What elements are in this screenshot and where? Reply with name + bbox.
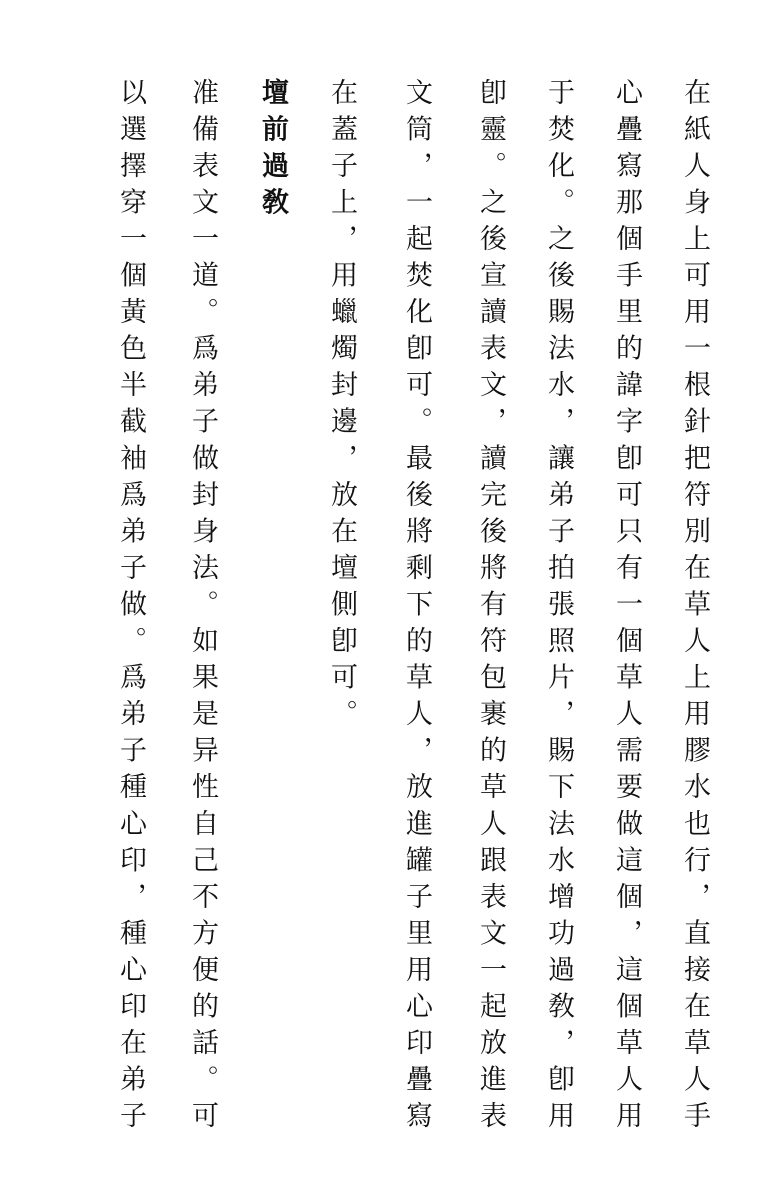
text-column-6: 在蓋子上，用蠟燭封邊，放在壇側卽可。 <box>326 78 357 736</box>
text-column-5: 文筒，一起焚化卽可。最後將剩下的草人，放進罐子里用心印疊寫 <box>401 78 432 1138</box>
section-heading: 壇前過敎 <box>257 78 288 225</box>
text-column-1: 在紙人身上可用一根針把符別在草人上用膠水也行，直接在草人手 <box>679 78 710 1138</box>
text-column-3: 于焚化。之後賜法水，讓弟子拍張照片，賜下法水增功過敎，卽用 <box>543 78 574 1138</box>
text-column-2: 心疊寫那個手里的諱字卽可只有一個草人需要做這個，這個草人用 <box>611 78 642 1138</box>
text-column-4: 卽靈。之後宣讀表文，讀完後將有符包裹的草人跟表文一起放進表 <box>475 78 506 1138</box>
text-column-8: 准備表文一道。爲弟子做封身法。如果是异性自己不方便的話。可 <box>187 78 218 1138</box>
text-column-9: 以選擇穿一個黃色半截袖爲弟子做。爲弟子種心印，種心印在弟子 <box>115 78 146 1138</box>
